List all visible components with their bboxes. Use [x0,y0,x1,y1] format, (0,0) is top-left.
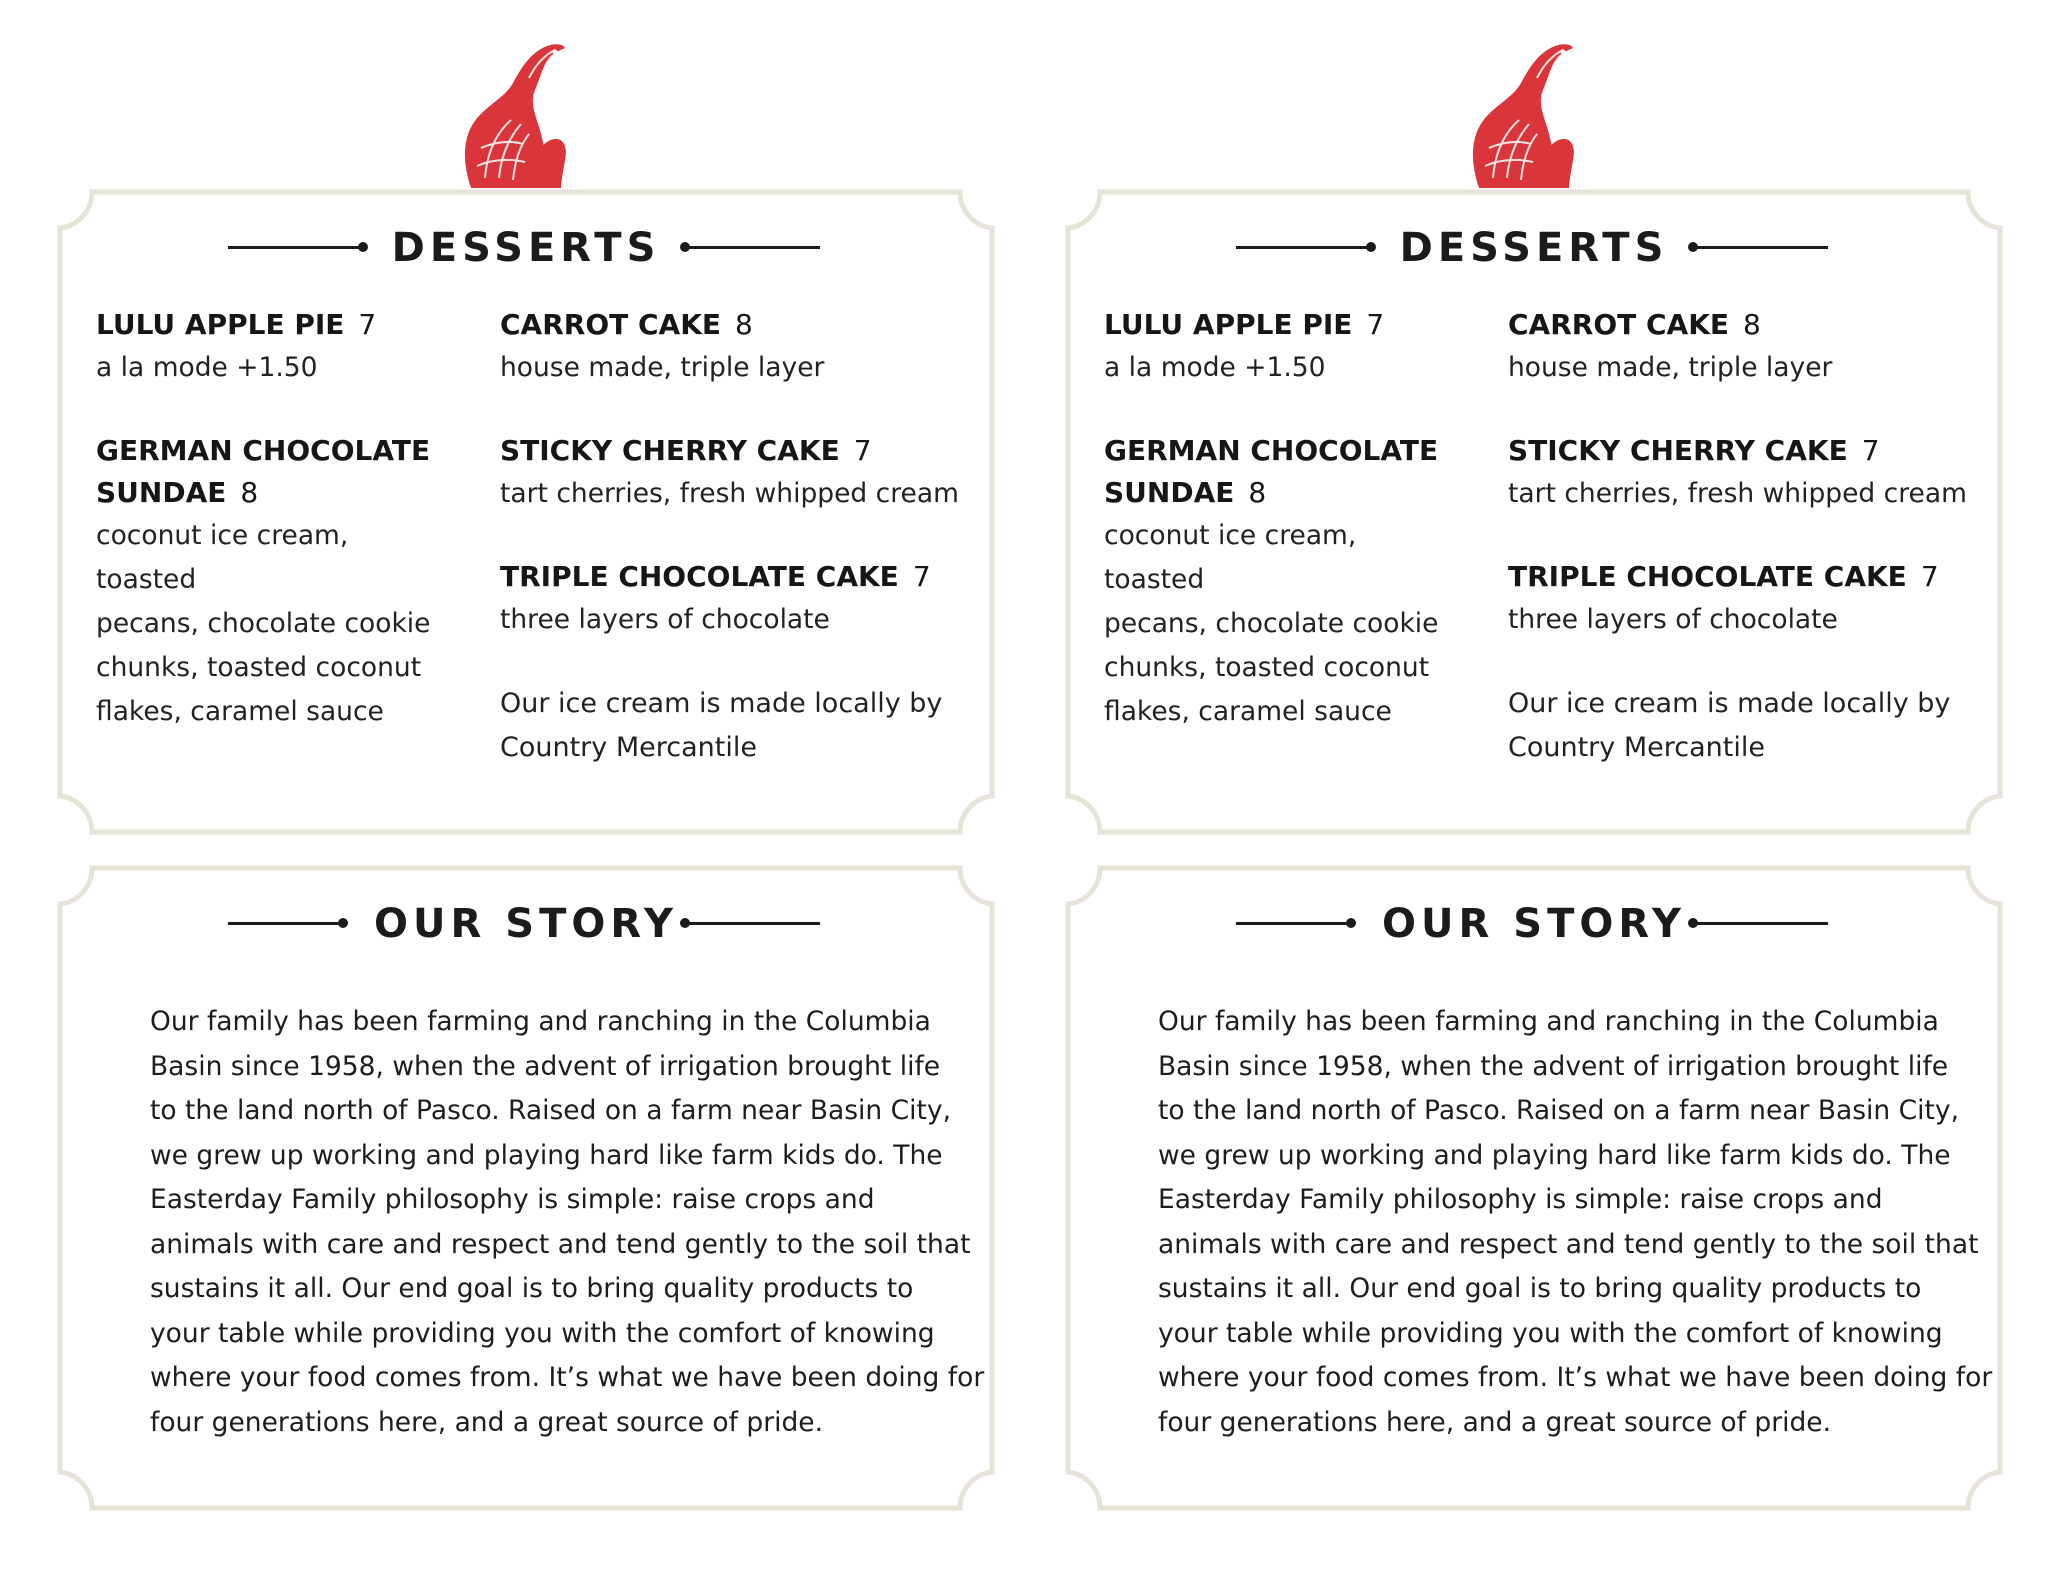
item-price: 7 [853,434,872,467]
story-heading [56,900,996,948]
item-name: CARROT CAKE [1508,308,1730,341]
item-name: CARROT CAKE [500,308,722,341]
item-description: tart cherries, fresh whipped cream [500,478,959,509]
item-description: house made, triple layer [1508,352,1833,383]
note-line: Country Mercantile [1508,732,1765,763]
desserts-left-column [96,304,456,760]
item-description: tart cherries, fresh whipped cream [1508,478,1967,509]
story-line: Our family has been farming and ranching in the Columbia [1158,1006,1939,1037]
item-description: flakes, caramel sauce [1104,696,1392,727]
menu-item-sticky-cherry-cake [1508,430,1988,516]
item-description: pecans, chocolate cookie [96,608,431,639]
item-price: 7 [1920,560,1939,593]
heading-rule-right [1693,922,1828,925]
item-description: chunks, toasted coconut [96,652,422,683]
item-description: flakes, caramel sauce [96,696,384,727]
item-description: house made, triple layer [500,352,825,383]
menu-item-german-chocolate-sundae [1104,430,1464,734]
story-line: four generations here, and a great source of pride. [1158,1406,1832,1438]
menu-item-lulu-apple-pie [96,304,456,390]
heading-rule-right [1693,246,1828,249]
ice-cream-note [500,682,980,770]
story-line: to the land north of Pasco. Raised on a farm near Basin City, [150,1095,952,1126]
note-line: Country Mercantile [500,732,757,763]
ice-cream-note [1508,682,1988,770]
menu-item-triple-chocolate-cake [1508,556,1988,642]
item-description: three layers of chocolate [1508,604,1838,635]
story-line: your table while providing you with the comfort of knowing [150,1317,935,1349]
pheasant-icon [451,38,591,190]
menu-copy-left [46,0,1054,1582]
item-price: 7 [1366,308,1385,341]
item-price: 8 [240,476,259,509]
item-name: TRIPLE CHOCOLATE CAKE [500,560,899,593]
menu-item-carrot-cake [500,304,980,390]
menu-copy-right [1054,0,2048,1582]
story-title: OUR STORY [1382,901,1686,947]
item-price: 7 [358,308,377,341]
item-name: GERMAN CHOCOLATE [96,434,431,467]
desserts-heading [1064,224,2004,272]
story-paragraph [150,1000,985,1445]
item-name: GERMAN CHOCOLATE [1104,434,1439,467]
menu-item-carrot-cake [1508,304,1988,390]
story-line: sustains it all. Our end goal is to bring quality products to [150,1273,914,1304]
heading-rule-right [685,922,820,925]
item-name: LULU APPLE PIE [1104,308,1353,341]
story-line: sustains it all. Our end goal is to bring quality products to [1158,1273,1922,1304]
menu-item-lulu-apple-pie [1104,304,1464,390]
item-name: STICKY CHERRY CAKE [500,434,840,467]
item-price: 8 [1248,476,1267,509]
story-heading [1064,900,2004,948]
story-card [56,864,996,1512]
story-line: Our family has been farming and ranching in the Columbia [150,1006,931,1037]
desserts-right-column [1508,304,1988,770]
item-description: chunks, toasted coconut [1104,652,1430,683]
story-paragraph [1158,1000,1993,1445]
desserts-title: DESSERTS [391,225,661,271]
desserts-title: DESSERTS [1399,225,1669,271]
item-description: pecans, chocolate cookie [1104,608,1439,639]
story-line: your table while providing you with the comfort of knowing [1158,1317,1943,1349]
desserts-right-column [500,304,980,770]
menu-item-sticky-cherry-cake [500,430,980,516]
pheasant-icon [1459,38,1599,190]
item-price: 8 [1743,308,1761,341]
heading-rule-right [685,246,820,249]
story-card [1064,864,2004,1512]
item-description: three layers of chocolate [500,604,830,635]
note-line: Our ice cream is made locally by [500,688,943,719]
item-description: coconut ice cream, toasted [96,520,349,595]
item-name: TRIPLE CHOCOLATE CAKE [1508,560,1907,593]
item-name: SUNDAE [96,476,227,509]
story-line: four generations here, and a great source of pride. [150,1406,824,1438]
menu-item-triple-chocolate-cake [500,556,980,642]
story-line: Basin since 1958, when the advent of irrigation brought life [150,1050,941,1082]
story-line: we grew up working and playing hard like farm kids do. The [150,1139,943,1171]
story-title: OUR STORY [374,901,678,947]
item-description: a la mode +1.50 [96,352,318,383]
note-line: Our ice cream is made locally by [1508,688,1951,719]
item-description: a la mode +1.50 [1104,352,1326,383]
story-line: where your food comes from. It’s what we have been doing for [1158,1362,1993,1393]
item-description: coconut ice cream, toasted [1104,520,1357,595]
desserts-left-column [1104,304,1464,760]
story-line: Easterday Family philosophy is simple: raise crops and [150,1184,875,1215]
item-price: 7 [912,560,931,593]
story-line: animals with care and respect and tend gently to the soil that [150,1228,971,1260]
story-line: we grew up working and playing hard like farm kids do. The [1158,1139,1951,1171]
story-line: to the land north of Pasco. Raised on a farm near Basin City, [1158,1095,1960,1126]
story-line: where your food comes from. It’s what we have been doing for [150,1362,985,1393]
desserts-card [56,188,996,836]
story-line: Basin since 1958, when the advent of irrigation brought life [1158,1050,1949,1082]
story-line: animals with care and respect and tend gently to the soil that [1158,1228,1979,1260]
desserts-heading [56,224,996,272]
item-price: 8 [735,308,753,341]
item-name: LULU APPLE PIE [96,308,345,341]
desserts-card [1064,188,2004,836]
item-name: STICKY CHERRY CAKE [1508,434,1848,467]
menu-item-german-chocolate-sundae [96,430,456,734]
item-name: SUNDAE [1104,476,1235,509]
item-price: 7 [1861,434,1880,467]
story-line: Easterday Family philosophy is simple: raise crops and [1158,1184,1883,1215]
